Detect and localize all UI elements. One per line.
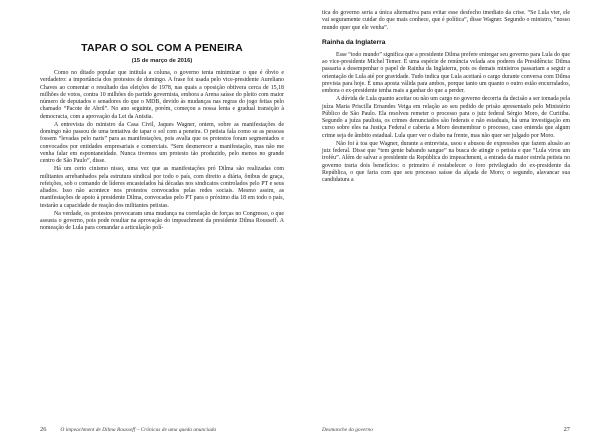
left-paragraph-3: Há um certo cinismo nisso, uma vez que as manifestações pró Dilma são realizadas com militantes arrebanhados pela estrutura sindical por todo o país, com direito a diária, ônibus de graça, refeições, sob o comando de líderes encastelados há décadas nos sindicatos controlados pelo PT e seus aliados. Isso não acontece nos protestos convocados pelas redes sociais. Mesmo assim, as manifestações de apoio à presidente Dilma, convocadas pelo PT para o próximo dia 18 em todo o país, testarão a capacidade de reação dos militantes petistas. xyxy=(40,166,284,209)
left-running-title: O impeachment de Dilma Rousseff – Crônicas de uma queda anunciada xyxy=(60,427,217,433)
right-paragraph-continued: tica do governo seria a única alternativa para evitar esse desfecho imediato da crise. “Se Lula vier, ele vai seguramente cuidar do que mais conhece, que é política”, disse Wagner. Segundo o ministro, “nosso mundo quer que ele venha”. xyxy=(322,10,570,31)
right-page xyxy=(300,0,600,439)
section-subheading: Rainha da Inglaterra xyxy=(322,38,386,46)
right-paragraph-1: Esse “todo mundo” significa que a presidente Dilma prefere entregar seu governo para Lula do que ao vice-presidente Michel Temer. É uma espécie de renúncia velada aos poderes da Presidência: Dilma passaria a desempenhar o papel de Rainha da Inglaterra, pois os demais ministros passariam a seguir a orientação de Lula até por gravidade. Tudo indica que Lula aceitará o cargo durante conversa com Dilma prevista para hoje. É uma aposta válida para ambos, porque tanto um quanto o outro estão encurralados, embora o ex-presidente tenha mais a ganhar do que a perder. xyxy=(322,51,570,94)
left-paragraph-2: A entrevista do ministro da Casa Civil, Jaques Wagner, ontem, sobre as manifestações de domingo não passou de uma tentativa de tapar o sol com a peneira. O petista fala como se as pessoas fossem “levadas pelo naris” para as manifestações, pois avalia que os protestos foram segmentados e convocados por entidades empresariais e comerciais. “Sem desmerecer a manifestação, mas não me venha falar em espontaneidade. Nunca tivemos um protesto tão produzido, pelo menos no grande centro de São Paulo”, disse. xyxy=(40,121,284,164)
right-page-number: 27 xyxy=(563,426,570,433)
left-page-footer xyxy=(40,426,284,433)
right-paragraph-2: A dúvida de Lula quanto aceitar ou não um cargo no governo decorria da decisão a ser tomada pela juíza Maria Priscilla Ernandes Veiga em relação ao seu pedido de prisão apresentado pelo Ministério Público de São Paulo. Ela resolveu remeter o processo para o juiz federal Sérgio Moro, de Curitiba. Segundo a juíza paulista, os crimes denunciados são federais e não estaduais, há uma investigação em curso sobre eles na Justiça Federal e caberia a Moro desmembrar o processo, caso entenda que algum crime seja de âmbito estadual. Lula quer ver o diabo na frente, mas não quer ser julgado por Moro. xyxy=(322,96,570,139)
right-page-footer xyxy=(322,426,570,433)
chapter-title: TAPAR O SOL COM A PENEIRA xyxy=(81,42,243,54)
right-paragraph-3: Não foi à toa que Wagner, durante a entrevista, usou e abusou de expressões que fazem alusão ao juiz federal. Disse que “tem gente babando sangue” na busca de atingir o petista e que “Lula virou um troféu”. Além de salvar a presidente da República do impeachment, a entrada da maior estrela petista no governo traria dois benefícios: o primeiro é restabelecer o foro privilegiado do ex-presidente da República, o que faria com que seu processo saísse da alçada de Moro; o segundo, alavancar sua candidatura a xyxy=(322,140,570,183)
left-page-number: 26 xyxy=(40,426,47,433)
right-running-title: Desmanche do governo xyxy=(322,427,373,433)
right-page-column xyxy=(322,10,570,184)
left-paragraph-4: Na verdade, os protestos provocaram uma mudança na correlação de forças no Congresso, o que assusta o governo, pois pode resultar na aprovação do impeachment da presidente Dilma Rousseff. A nomeação de Lula para comandar a articulação polí- xyxy=(40,210,284,232)
chapter-date: (15 de março de 2016) xyxy=(131,58,193,64)
left-paragraph-1: Como no ditado popular que intitula a coluna, o governo tenta minimizar o que é óbvio e verdadeiro: a importância dos protestos de domingo. A frase foi usada pelo vice-presidente Aureliano Chaves ao comentar o resultado das eleições de 1978, nas quais a oposição obtivera cerca de 15,18 milhões de votos, contra 10 milhões do partido governista, embora a Arena saísse do pleito com maior número de deputados e senadores do que o MDB, devido às mudanças nas regras do jogo feitas pelo chamado “Pacote de Abril”. No ano seguinte, porém, começou a nossa lenta e gradual transição à democracia, com a aprovação da Lei da Anistia. xyxy=(40,70,284,120)
left-page-column xyxy=(40,42,284,233)
